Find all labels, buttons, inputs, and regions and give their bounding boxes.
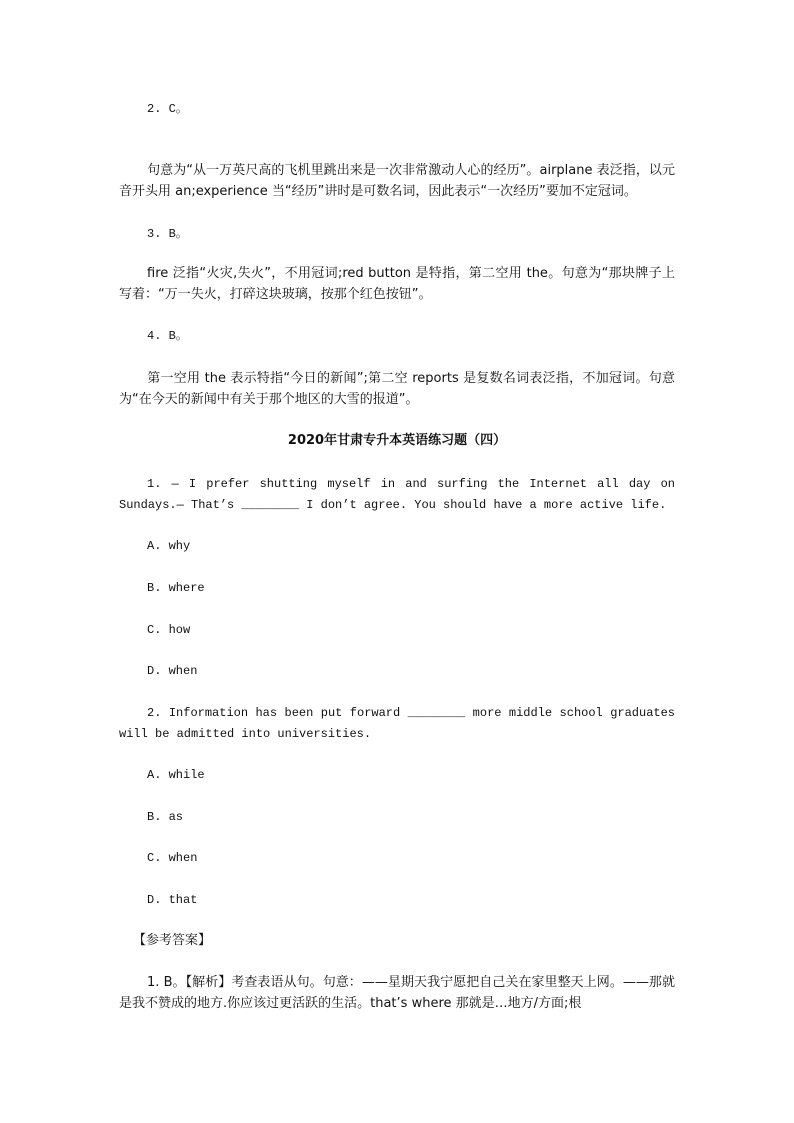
answer-explanation: 第一空用 the 表示特指“今日的新闻”;第二空 reports 是复数名词表泛指，不加冠词。句意为“在今天的新闻中有关于那个地区的大雪的报道”。 [119,371,675,407]
question-stem: 1. — I prefer shutting myself in and surfing the Internet all day on Sundays.— That’s ________ I don’t agree. You should have a more active life. [119,477,675,512]
option: D. that [147,893,198,907]
option: A. why [147,539,191,553]
option: D. when [147,664,198,678]
answer-label: 2. C。 [147,102,188,116]
option: B. as [147,810,184,824]
answer-explanation: 句意为“从一万英尺高的飞机里跳出来是一次非常激动人心的经历”。airplane 表泛指，以元音开头用 an;experience 当“经历”讲时是可数名词，因此表示“一次经历”要加不定冠词。 [119,163,675,199]
answer-explanation: fire 泛指“火灾,失火”，不用冠词;red button 是特指，第二空用 the。句意为“那块牌子上写着：“万一失火，打碎这块玻璃，按那个红色按钮”。 [119,266,675,302]
section-title: 2020年甘肃专升本英语练习题（四） [287,433,507,448]
question-stem: 2. Information has been put forward ________ more middle school graduates will be admitted into universities. [119,706,675,741]
option: A. while [147,768,205,782]
answer-explanation: 1. B。【解析】考查表语从句。句意：——星期天我宁愿把自己关在家里整天上网。——那就是我不赞成的地方.你应该过更活跃的生活。that’s where 那就是…地方/方面;根 [119,975,675,1011]
option: C. how [147,623,191,637]
answer-heading: 【参考答案】 [133,933,212,948]
answer-label: 4. B。 [147,329,188,343]
option: B. where [147,581,205,595]
answer-label: 3. B。 [147,227,188,241]
option: C. when [147,851,198,865]
